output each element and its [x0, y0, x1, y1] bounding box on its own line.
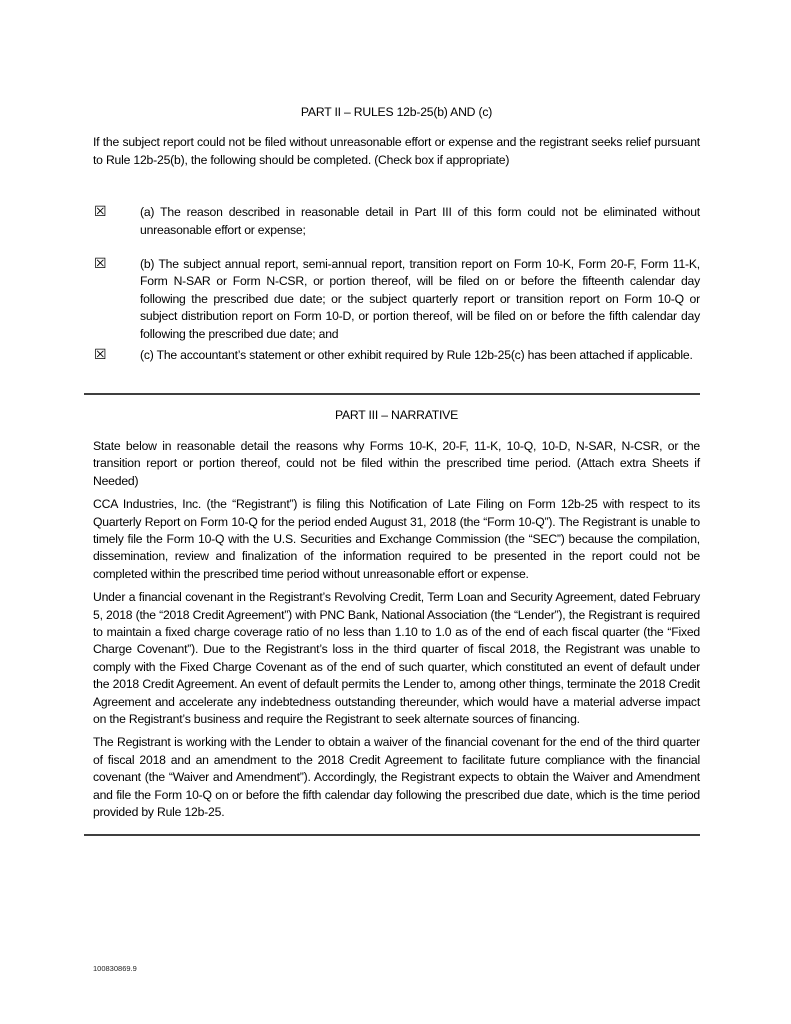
checkbox-item-b-text: (b) The subject annual report, semi-annual report, transition report on Form 10-K, Form 20-F, Form 11-K, Form N-SAR or Form N-CSR, or portion thereof, will be filed on or before the fifteenth calendar day following the prescribed due date; or the subject quarterly report or transition report on Form 10-Q or subject distribution report on Form 10-D, or portion thereof, will be filed on or before the fifth calendar day following the prescribed due date; and: [140, 257, 700, 341]
narrative-paragraph-3: The Registrant is working with the Lender to obtain a waiver of the financial covenant for the end of the third quarter of fiscal 2018 and an amendment to the 2018 Credit Agreement to facilitate future compliance with the financial covenant (the “Waiver and Amendment”). Accordingly, the Registrant expects to obtain the Waiver and Amendment and file the Form 10-Q on or before the fifth calendar day following the prescribed due date, which is the time period provided by Rule 12b-25.: [93, 735, 700, 819]
checkbox-item-c-text: (c) The accountant’s statement or other exhibit required by Rule 12b-25(c) has been attached if applicable.: [140, 348, 693, 363]
section-divider-top: [84, 393, 700, 395]
checkbox-item-b: [93, 256, 700, 343]
checkbox-item-a: [93, 204, 700, 239]
checkbox-item-a-text: (a) The reason described in reasonable detail in Part III of this form could not be eliminated without unreasonable effort or expense;: [140, 205, 700, 237]
checkbox-cell: [93, 347, 140, 364]
document-content: [93, 104, 700, 836]
checkbox-checked-icon[interactable]: ☒: [94, 204, 107, 221]
section-divider-bottom: [84, 834, 700, 836]
part2-intro: If the subject report could not be filed without unreasonable effort or expense and the registrant seeks relief pursuant to Rule 12b-25(b), the following should be completed. (Check box if appropriate): [93, 135, 700, 167]
checkbox-checked-icon[interactable]: ☒: [94, 347, 107, 364]
part3-instruction: State below in reasonable detail the reasons why Forms 10-K, 20-F, 11-K, 10-Q, 10-D, N-SAR, N-CSR, or the transition report or portion thereof, could not be filed within the prescribed time period. (Attach extra Sheets if Needed): [93, 438, 700, 488]
narrative-paragraph-1: CCA Industries, Inc. (the “Registrant”) is filing this Notification of Late Filing on Form 12b-25 with respect to its Quarterly Report on Form 10-Q for the period ended August 31, 2018 (the “Form 10-Q”). The Registrant is unable to timely file the Form 10-Q with the U.S. Securities and Exchange Commission (the “SEC”) because the compilation, dissemination, review and finalization of the information required to be presented in the report could not be completed within the prescribed time period without unreasonable effort or expense.: [93, 497, 700, 581]
checkbox-cell: [93, 204, 140, 221]
narrative-paragraph-2: Under a financial covenant in the Registrant’s Revolving Credit, Term Loan and Security Agreement, dated February 5, 2018 (the “2018 Credit Agreement”) with PNC Bank, National Association (the “Lender”), the Registrant is required to maintain a fixed charge coverage ratio of no less than 1.10 to 1.0 as of the end of each fiscal quarter (the “Fixed Charge Covenant”). Due to the Registrant’s loss in the third quarter of fiscal 2018, the Registrant was unable to comply with the Fixed Charge Covenant as of the end of such quarter, which constituted an event of default under the 2018 Credit Agreement. An event of default permits the Lender to, among other things, terminate the 2018 Credit Agreement and accelerate any indebtedness outstanding thereunder, which would have a material adverse impact on the Registrant’s business and require the Registrant to seek alternate sources of financing.: [93, 590, 700, 726]
document-control-number: 100830869.9: [93, 964, 137, 973]
checkbox-cell: [93, 256, 140, 273]
checkbox-checked-icon[interactable]: ☒: [94, 256, 107, 273]
checkbox-item-c: [93, 347, 700, 364]
part2-title: PART II – RULES 12b-25(b) AND (c): [300, 105, 493, 119]
part3-title: PART III – NARRATIVE: [334, 408, 459, 423]
